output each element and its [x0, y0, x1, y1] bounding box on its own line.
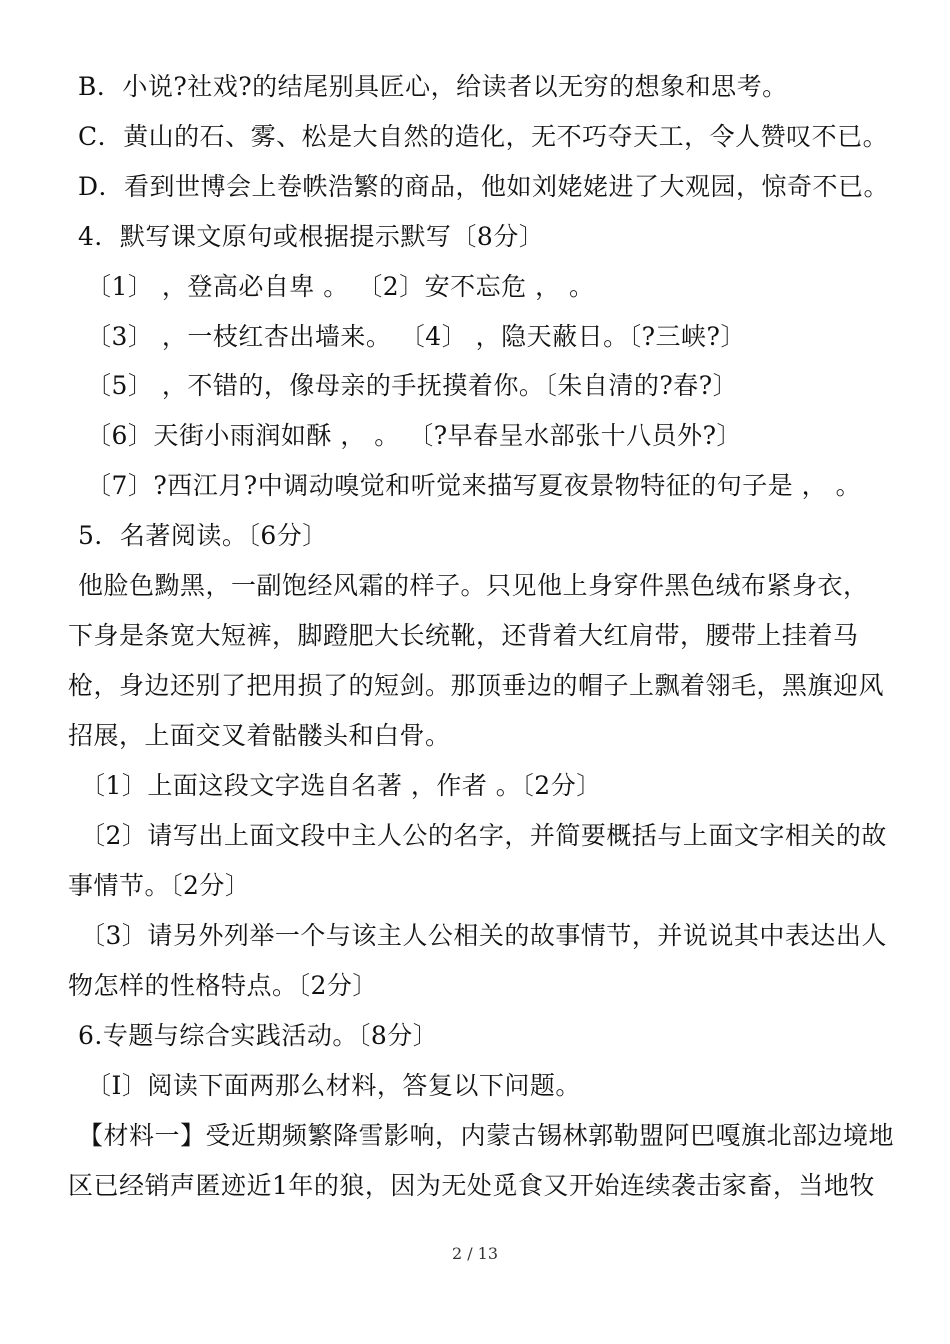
passage-line-2: 下身是条宽大短裤，脚蹬肥大长统靴，还背着大红肩带，腰带上挂着马 [68, 621, 859, 650]
q4-item-7: 〔7〕?西江月?中调动嗅觉和听觉来描写夏夜景物特征的句子是 ， 。 [86, 471, 862, 500]
q6-part-1-intro: 〔Ⅰ〕阅读下面两那么材料，答复以下问题。 [86, 1071, 581, 1100]
page-number: 2 / 13 [451, 1244, 499, 1263]
option-d-line: D．看到世博会上卷帙浩繁的商品，他如刘姥姥进了大观园，惊奇不已。 [78, 172, 890, 201]
question-6-heading: 6.专题与综合实践活动。〔8分〕 [78, 1021, 439, 1050]
passage-line-3: 枪，身边还别了把用损了的短剑。那顶垂边的帽子上飘着翎毛，黑旗迎风 [68, 671, 885, 700]
material-1-line-2: 区已经销声匿迹近1年的狼，因为无处觅食又开始连续袭击家畜，当地牧 [68, 1171, 875, 1200]
passage-line-4: 招展，上面交叉着骷髅头和白骨。 [68, 721, 451, 750]
option-c-line: C．黄山的石、雾、松是大自然的造化，无不巧夺天工，令人赞叹不已。 [78, 122, 889, 151]
question-4-heading: 4．默写课文原句或根据提示默写〔8分〕 [78, 222, 545, 251]
q5-item-2-line-2: 事情节。〔2分〕 [68, 871, 251, 900]
question-5-heading: 5．名著阅读。〔6分〕 [78, 521, 328, 550]
q4-item-5: 〔5〕 ，不错的，像母亲的手抚摸着你。〔朱自清的?春?〕 [86, 371, 739, 400]
q4-item-1-2: 〔1〕 ，登高必自卑 。 〔2〕安不忘危 ， 。 [86, 272, 595, 301]
q4-item-3-4: 〔3〕 ，一枝红杏出墙来。 〔4〕 ，隐天蔽日。〔?三峡?〕 [86, 322, 746, 351]
q5-item-3-line-2: 物怎样的性格特点。〔2分〕 [68, 971, 378, 1000]
q5-item-1: 〔1〕上面这段文字选自名著 ，作者 。〔2分〕 [80, 771, 602, 800]
material-1-line-1: 【材料一】受近期频繁降雪影响，内蒙古锡林郭勒盟阿巴嘎旗北部边境地 [78, 1121, 895, 1150]
q5-item-3-line-1: 〔3〕请另外列举一个与该主人公相关的故事情节，并说说其中表达出人 [80, 921, 887, 950]
q5-item-2-line-1: 〔2〕请写出上面文段中主人公的名字，并简要概括与上面文字相关的故 [80, 821, 887, 850]
passage-line-1: 他脸色黝黑，一副饱经风霜的样子。只见他上身穿件黑色绒布紧身衣， [78, 571, 869, 600]
q4-item-6: 〔6〕天街小雨润如酥 ， 。 〔?早春呈水部张十八员外?〕 [86, 421, 743, 450]
option-b-line: B．小说?社戏?的结尾别具匠心，给读者以无穷的想象和思考。 [78, 72, 788, 101]
